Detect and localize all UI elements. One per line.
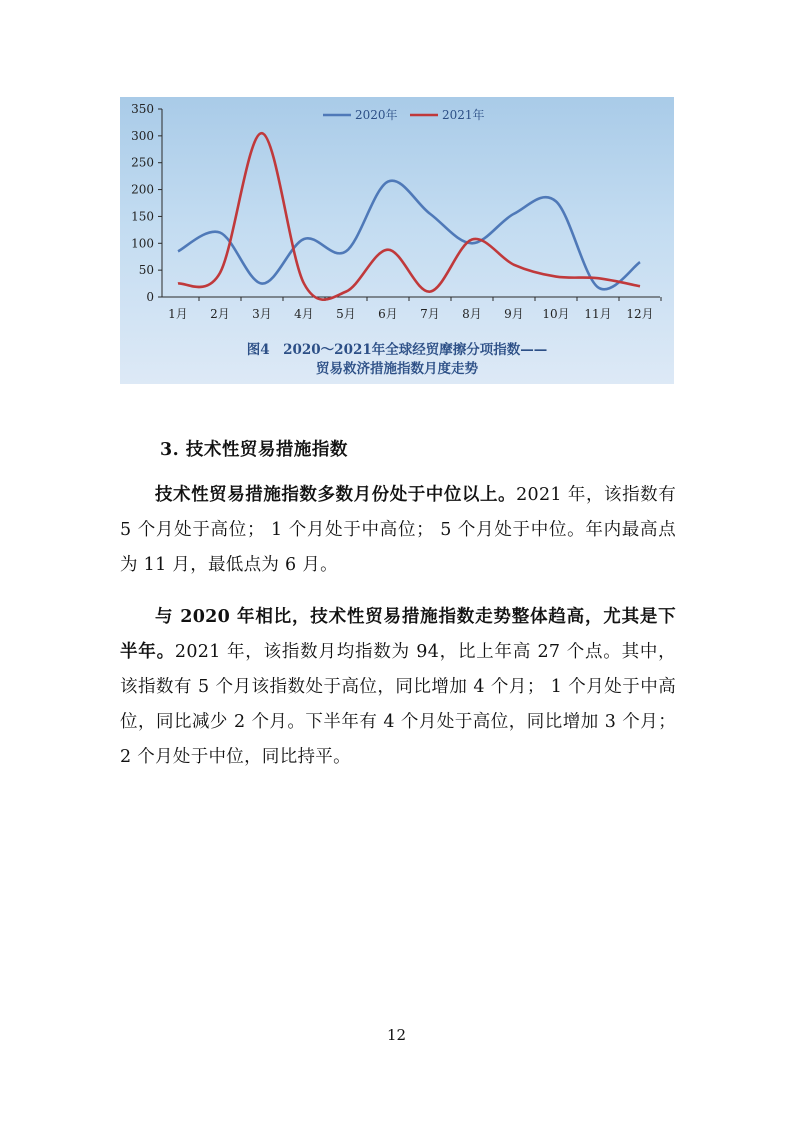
chart-figure [120,97,674,384]
x-tick-label: 2月 [210,307,230,321]
figure-caption [120,341,674,379]
paragraph-2-body: 2021 年，该指数月均指数为 94，比上年高 27 个点。其中，该指数有 5 个月该指数处于高位，同比增加 4 个月； 1 个月处于中高位，同比减少 2 个月。下半年有 4 个月处于高位，同比增加 3 个月； 2 个月处于中位，同比持平。 [120,642,676,767]
paragraph-1-lead: 技术性贸易措施指数多数月份处于中位以上。 [155,485,517,505]
legend-label: 2020年 [355,108,398,122]
y-tick-label: 350 [131,102,154,116]
paragraph-1-body: 2021 年，该指数有 5 个月处于高位； 1 个月处于中高位； 5 个月处于中位。年内最高点为 11 月，最低点为 6 月。 [120,485,676,575]
legend-label: 2021年 [442,108,485,122]
paragraph-2-lead: 与 2020 年相比，技术性贸易措施指数走势整体趋高，尤其是下半年。 [120,607,676,662]
paragraph-1 [120,478,676,583]
y-tick-label: 200 [131,182,154,197]
series-line-2 [178,133,640,300]
y-tick-label: 50 [138,263,154,278]
x-tick-label: 6月 [378,307,398,321]
x-tick-label: 9月 [504,307,524,321]
x-tick-label: 4月 [294,307,314,321]
paragraph-2 [120,600,676,775]
x-tick-label: 5月 [336,307,356,321]
y-tick-label: 150 [131,209,154,224]
x-tick-label: 1月 [168,307,188,321]
x-tick-label: 8月 [462,307,482,321]
page-number: 12 [386,1026,407,1044]
y-tick-label: 250 [131,155,154,170]
x-tick-label: 11月 [584,307,612,321]
y-tick-label: 300 [131,128,154,143]
x-tick-label: 7月 [420,307,440,321]
caption-line-2: 贸易救济措施指数月度走势 [316,361,478,377]
y-tick-label: 0 [146,290,154,304]
section-heading: 3. 技术性贸易措施指数 [160,440,348,460]
x-tick-label: 3月 [252,307,272,321]
y-tick-label: 100 [131,236,154,251]
caption-line-1: 图4 2020～2021年全球经贸摩擦分项指数—— [246,342,548,358]
x-tick-label: 12月 [626,307,654,321]
x-tick-label: 10月 [542,307,570,321]
